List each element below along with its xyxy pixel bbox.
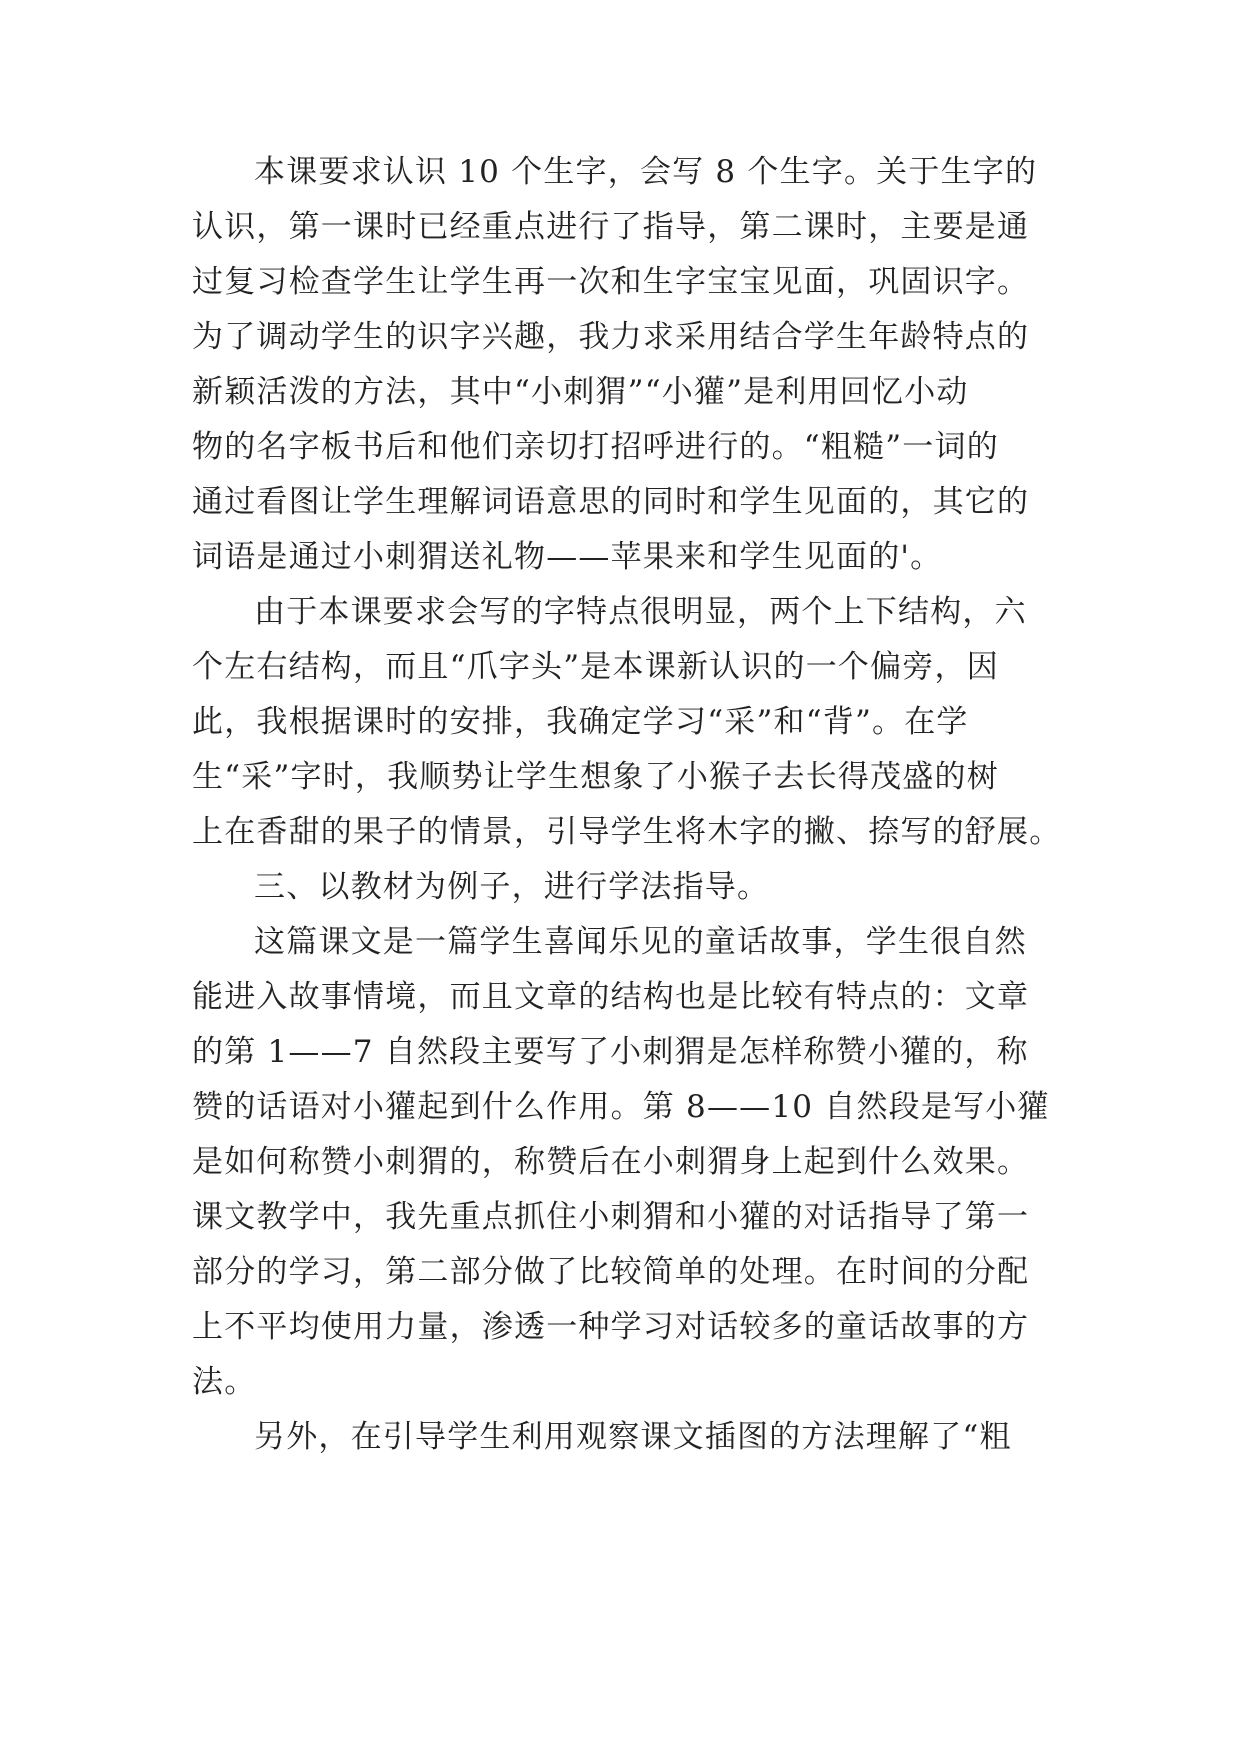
text-line: 上在香甜的果子的情景，引导学生将木字的撇、捺写的舒展。 xyxy=(192,814,1062,850)
text-line: 这篇课文是一篇学生喜闻乐见的童话故事，学生很自然 xyxy=(254,924,1027,960)
text-line: 生“采”字时，我顺势让学生想象了小猴子去长得茂盛的树 xyxy=(192,759,999,795)
text-line: 的第 1——7 自然段主要写了小刺猬是怎样称赞小獾的，称 xyxy=(192,1034,1029,1070)
text-line: 为了调动学生的识字兴趣，我力求采用结合学生年龄特点的 xyxy=(192,319,1030,355)
text-line: 是如何称赞小刺猬的，称赞后在小刺猬身上起到什么效果。 xyxy=(192,1144,1030,1180)
text-line: 本课要求认识 10 个生字，会写 8 个生字。关于生字的 xyxy=(254,154,1038,190)
text-line: 上不平均使用力量，渗透一种学习对话较多的童话故事的方 xyxy=(192,1309,1030,1345)
text-line: 课文教学中，我先重点抓住小刺猬和小獾的对话指导了第一 xyxy=(192,1199,1030,1235)
text-line: 部分的学习，第二部分做了比较简单的处理。在时间的分配 xyxy=(192,1254,1030,1290)
text-line: 认识，第一课时已经重点进行了指导，第二课时，主要是通 xyxy=(192,209,1030,245)
text-line: 由于本课要求会写的字特点很明显，两个上下结构，六 xyxy=(254,594,1027,630)
text-line: 过复习检查学生让学生再一次和生字宝宝见面，巩固识字。 xyxy=(192,264,1030,300)
text-line: 法。 xyxy=(192,1364,257,1400)
text-line: 能进入故事情境，而且文章的结构也是比较有特点的：文章 xyxy=(192,979,1030,1015)
text-line: 通过看图让学生理解词语意思的同时和学生见面的，其它的 xyxy=(192,484,1030,520)
text-line: 物的名字板书后和他们亲切打招呼进行的。“粗糙”一词的 xyxy=(192,429,999,465)
text-line: 个左右结构，而且“爪字头”是本课新认识的一个偏旁，因 xyxy=(192,649,999,685)
text-line: 赞的话语对小獾起到什么作用。第 8——10 自然段是写小獾 xyxy=(192,1089,1050,1125)
text-line: 此，我根据课时的安排，我确定学习“采”和“背”。在学 xyxy=(192,704,969,740)
text-line: 词语是通过小刺猬送礼物——苹果来和学生见面的'。 xyxy=(192,539,943,575)
section-heading: 三、以教材为例子，进行学法指导。 xyxy=(254,869,770,905)
text-line: 另外，在引导学生利用观察课文插图的方法理解了“粗 xyxy=(254,1419,1012,1455)
text-line: 新颖活泼的方法，其中“小刺猬”“小獾”是利用回忆小动 xyxy=(192,374,969,410)
